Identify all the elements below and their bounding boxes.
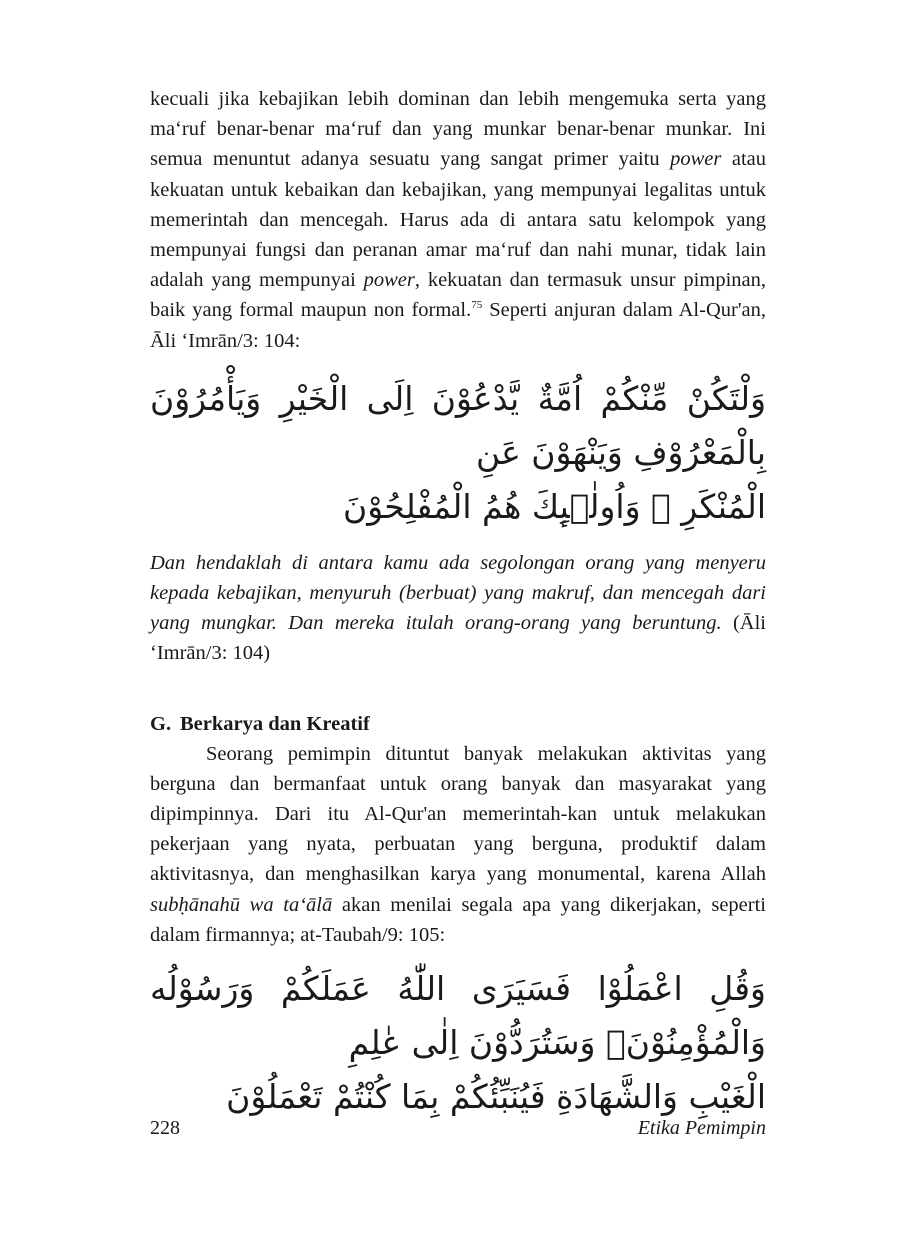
paragraph-text: atau kekuatan untuk kebaikan dan kebajikan, yang mempunyai legalitas untuk memerintah dan mencegah. Harus ada di antara satu kelompok yang mempunyai fungsi dan peranan amar ma‘ruf dan nahi munar, tidak lain adalah yang mempunyai [150,148,766,292]
italic-term: power [363,269,415,292]
running-title: Etika Pemimpin [637,1117,766,1139]
italic-term: power [670,148,722,171]
paragraph-intro [150,84,766,356]
paragraph-text: Seorang pemimpin dituntut banyak melakukan aktivitas yang berguna dan bermanfaat untuk orang banyak dan masyarakat yang dipimpinnya. Dari itu Al-Qur'an memerintah-kan untuk melakukan pekerjaan yang nyata, perbuatan yang berguna, produktif dalam aktivitasnya, dan menghasilkan karya yang monumental, karena Allah [150,742,766,886]
arabic-verse-line-2: الْغَيْبِ وَالشَّهَادَةِ فَيُنَبِّئُكُمْ بِمَا كُنْتُمْ تَعْمَلُوْنَ [226,1077,766,1117]
quran-verse-at-taubah-105 [150,962,766,1124]
section-heading [150,709,766,739]
verse-translation [150,548,766,669]
arabic-verse-line-2: الْمُنْكَرِ ۗ وَاُولٰۤىِٕكَ هُمُ الْمُفْلِحُوْنَ [343,486,766,526]
verse-reference: (Āli ‘Imrān/3: 104) [150,612,766,665]
translation-text: Dan hendaklah di antara kamu ada segolongan orang yang menyeru kepada kebajikan, menyuruh (berbuat) yang makruf, dan mencegah dari yang mungkar. Dan mereka itulah orang-orang yang beruntung. [150,551,766,635]
footnote-marker[interactable]: 75 [471,299,483,312]
page-number: 228 [150,1117,180,1139]
section-title: Berkarya dan Kreatif [180,712,370,735]
paragraph-text: kecuali jika kebajikan lebih dominan dan lebih mengemuka serta yang ma‘ruf benar-benar ma‘ruf dan yang munkar benar-benar munkar. Ini semua menuntut adanya sesuatu yang sangat primer yaitu [150,88,766,171]
paragraph-berkarya [150,739,766,950]
paragraph-text: Seperti anjuran dalam Al-Qur'an, Āli ‘Imrān/3: 104: [150,299,766,352]
section-letter: G. [150,712,172,735]
paragraph-text: akan menilai segala apa yang dikerjakan, seperti dalam firmannya; at-Taubah/9: 105: [150,893,766,946]
page-body [150,84,766,1124]
arabic-verse-line-1: وَقُلِ اعْمَلُوْا فَسَيَرَى اللّٰهُ عَمَلَكُمْ وَرَسُوْلُه وَالْمُؤْمِنُوْنَۗ وَسَتُرَدُّوْنَ اِلٰى عٰلِمِ [150,969,766,1063]
arabic-verse-line-1: وَلْتَكُنْ مِّنْكُمْ اُمَّةٌ يَّدْعُوْنَ اِلَى الْخَيْرِ وَيَأْمُرُوْنَ بِالْمَعْرُوْفِ وَيَنْهَوْنَ عَنِ [150,378,766,472]
italic-term: subḥānahū wa ta‘ālā [150,893,333,916]
paragraph-text: , kekuatan dan termasuk unsur pimpinan, baik yang formal maupun non formal. [150,269,766,322]
quran-verse-ali-imran-104 [150,372,766,534]
